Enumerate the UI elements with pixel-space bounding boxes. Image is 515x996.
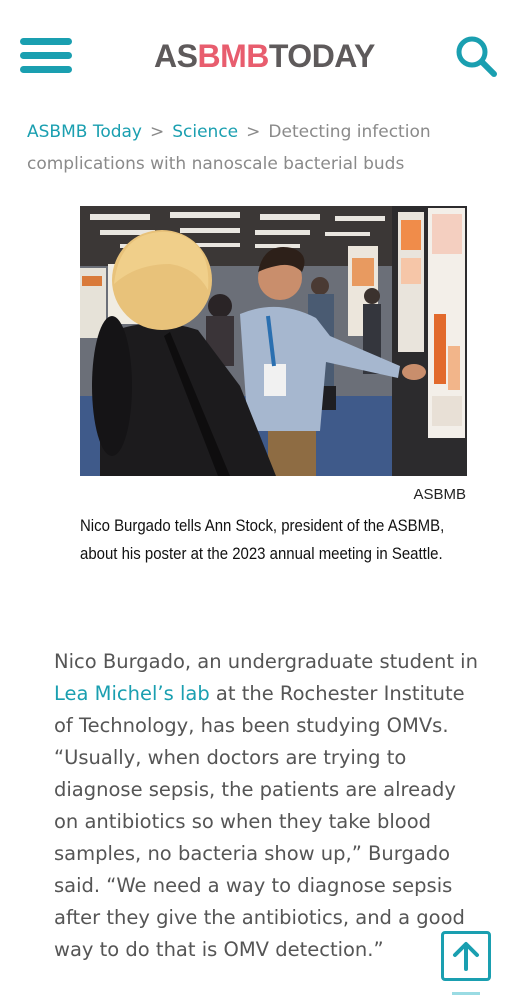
site-logo[interactable] bbox=[154, 38, 375, 75]
site-header bbox=[0, 0, 515, 110]
back-to-top-button[interactable] bbox=[441, 931, 491, 981]
hamburger-menu-button[interactable] bbox=[20, 36, 74, 76]
logo-today: TODAY bbox=[268, 38, 375, 74]
menu-bar-middle bbox=[20, 52, 72, 59]
paragraph-text-rest: at the Rochester Institute of Technology, has been studying OMVs. “Usually, when doctors are trying to diagnose sepsis, the patients are already on antibiotics so when they take blood samples, no bacteria show up,” Burgado said. “We need a way to diagnose sepsis after they give the antibiotics, and a good way to do that is OMV detection.” bbox=[54, 682, 465, 961]
breadcrumb-link-home[interactable]: ASBMB Today bbox=[27, 122, 142, 142]
menu-bar-top bbox=[20, 38, 72, 45]
breadcrumb-link-science[interactable]: Science bbox=[172, 122, 239, 142]
article-body bbox=[54, 646, 484, 966]
breadcrumb bbox=[27, 116, 497, 180]
photo-caption: Nico Burgado tells Ann Stock, president of the ASBMB, about his poster at the 2023 annual meeting in Seattle. bbox=[80, 516, 445, 563]
article-paragraph bbox=[54, 646, 484, 966]
logo-as: AS bbox=[154, 38, 198, 74]
breadcrumb-current: Detecting infection complications with nanoscale bacterial buds bbox=[27, 122, 431, 174]
menu-bar-bottom bbox=[20, 66, 72, 73]
lab-link[interactable]: Lea Michel’s lab bbox=[54, 682, 210, 705]
breadcrumb-separator: > bbox=[246, 122, 261, 142]
paragraph-text-start: Nico Burgado, an undergraduate student in bbox=[54, 650, 478, 673]
back-to-top-underline bbox=[452, 992, 480, 995]
photo-credit: ASBMB bbox=[413, 486, 466, 503]
article-photo bbox=[80, 206, 467, 476]
breadcrumb-separator: > bbox=[149, 122, 165, 142]
arrow-up-icon bbox=[449, 939, 483, 973]
search-icon bbox=[452, 32, 500, 80]
logo-bmb: BMB bbox=[197, 38, 269, 74]
search-button[interactable] bbox=[452, 32, 500, 80]
